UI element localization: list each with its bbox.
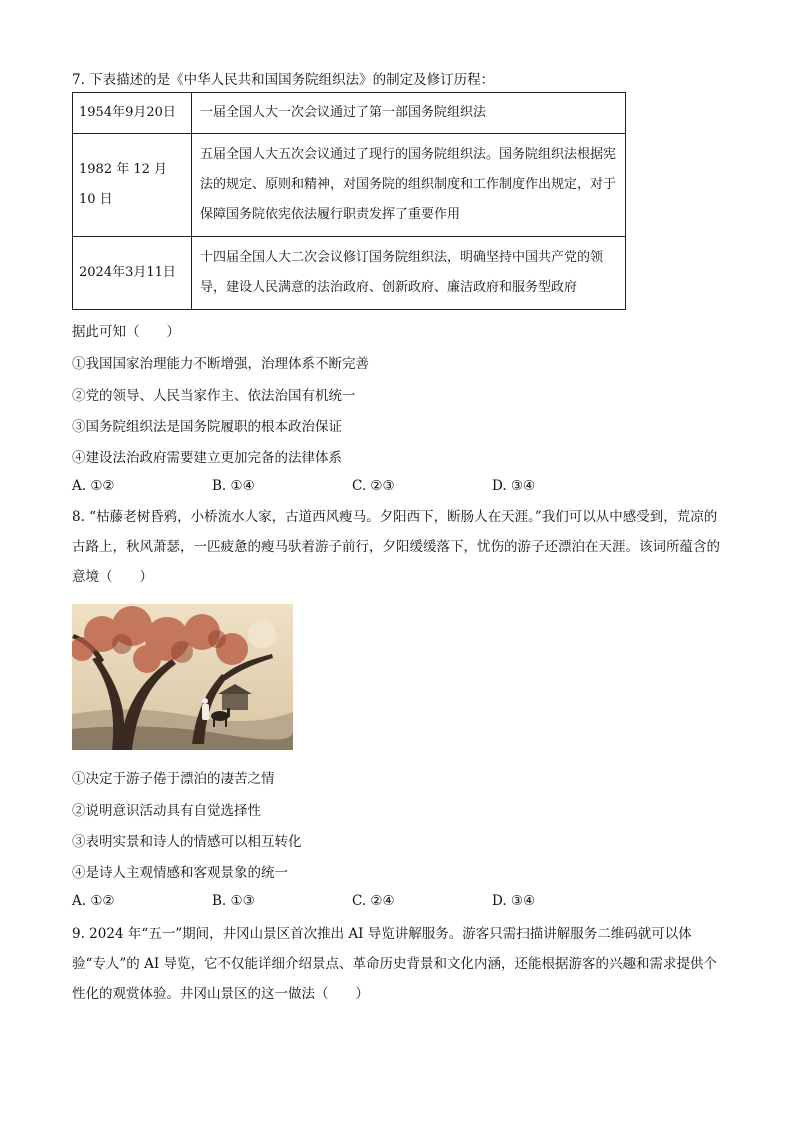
table-event: 五届全国人大五次会议通过了现行的国务院组织法。国务院组织法根据宪法的规定、原则和精神，对国务院的组织制度和工作制度作出规定，对于保障国务院依宪依法履行职责发挥了重要作用 — [192, 134, 626, 237]
table-date: 2024年3月11日 — [73, 237, 192, 310]
q8-options — [72, 893, 632, 909]
option-d[interactable]: D. ③④ — [492, 893, 536, 909]
option-c[interactable]: C. ②④ — [352, 893, 395, 909]
table-event: 一届全国人大一次会议通过了第一部国务院组织法 — [192, 93, 626, 134]
option-b[interactable]: B. ①③ — [212, 893, 255, 909]
q8-statement-3: ③表明实景和诗人的情感可以相互转化 — [72, 834, 302, 850]
q8-statement-1: ①决定于游子倦于漂泊的凄苦之情 — [72, 771, 275, 787]
q8-statement-2: ②说明意识活动具有自觉选择性 — [72, 803, 261, 819]
q7-intro: 7. 下表描述的是《中华人民共和国国务院组织法》的制定及修订历程： — [72, 72, 495, 88]
q7-statement-1: ①我国国家治理能力不断增强，治理体系不断完善 — [72, 356, 369, 372]
q7-statement-4: ④建设法治政府需要建立更加完备的法律体系 — [72, 450, 342, 466]
table-row — [73, 134, 626, 237]
table-event: 十四届全国人大二次会议修订国务院组织法，明确坚持中国共产党的领导，建设人民满意的法治政府、创新政府、廉洁政府和服务型政府 — [192, 237, 626, 310]
q7-options — [72, 478, 632, 494]
table-row — [73, 237, 626, 310]
option-d[interactable]: D. ③④ — [492, 478, 536, 494]
option-a[interactable]: A. ①② — [72, 478, 115, 494]
history-table — [72, 92, 626, 310]
option-a[interactable]: A. ①② — [72, 893, 115, 909]
q7-statement-3: ③国务院组织法是国务院履职的根本政治保证 — [72, 419, 342, 435]
q9-text: 9. 2024 年“五一”期间，井冈山景区首次推出 AI 导览讲解服务。游客只需扫描讲解服务二维码就可以体验“专人”的 AI 导览，它不仅能详细介绍景点、革命历史背景和文化内涵，还能根据游客的兴趣和需求提供个性化的观赏体验。井冈山景区的这一做法（ ） — [72, 926, 717, 1002]
table-date: 1954年9月20日 — [73, 93, 192, 134]
q8-text: 8. “枯藤老树昏鸦，小桥流水人家，古道西风瘦马。夕阳西下，断肠人在天涯。”我们可以从中感受到，荒凉的古路上，秋风萧瑟，一匹疲惫的瘦马驮着游子前行，夕阳缓缓落下，忧伤的游子还漂泊在天涯。该词所蕴含的意境（ ） — [72, 509, 720, 585]
q7-stem: 据此可知（ ） — [72, 324, 180, 340]
landscape-painting — [72, 604, 293, 750]
table-date: 1982 年 12 月 10 日 — [73, 134, 192, 237]
table-row — [73, 93, 626, 134]
option-b[interactable]: B. ①④ — [212, 478, 255, 494]
q7-statement-2: ②党的领导、人民当家作主、依法治国有机统一 — [72, 388, 356, 404]
q8-statement-4: ④是诗人主观情感和客观景象的统一 — [72, 865, 288, 881]
option-c[interactable]: C. ②③ — [352, 478, 395, 494]
